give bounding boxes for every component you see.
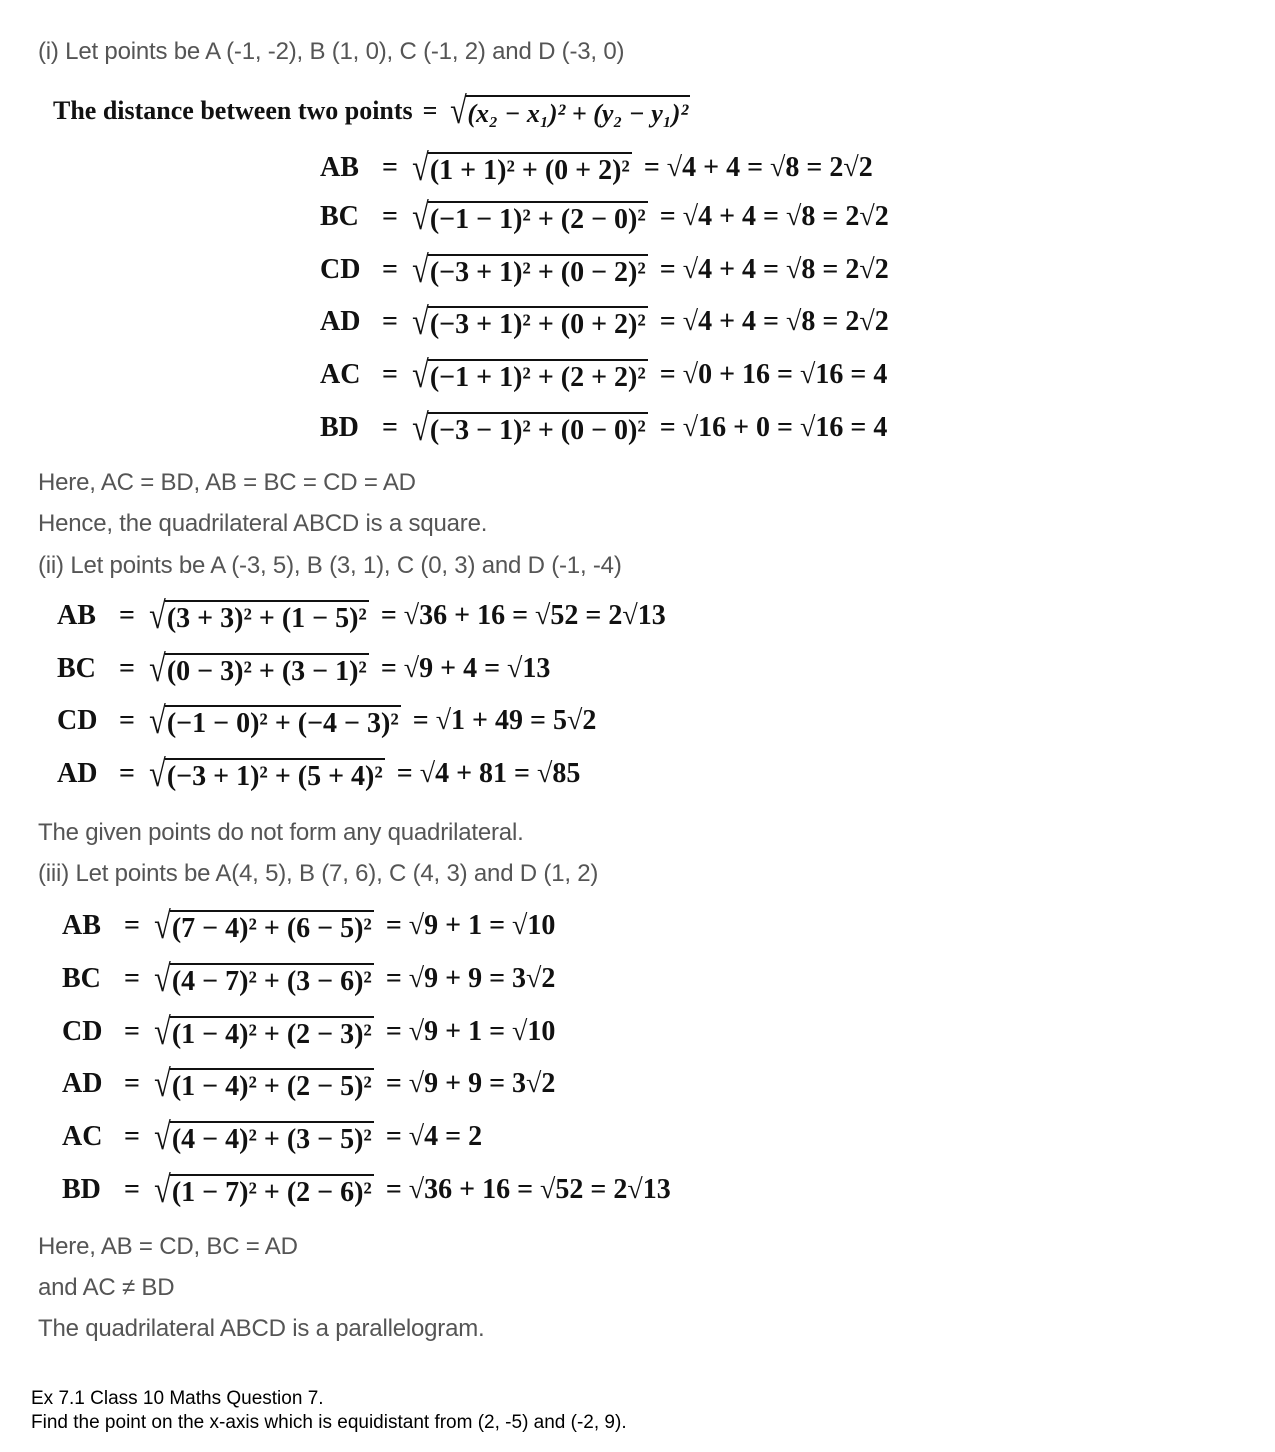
radicand: (1 − 4)² + (2 − 5)² — [170, 1068, 374, 1103]
radicand: (−3 − 1)² + (0 − 0)² — [428, 412, 648, 447]
part3-row-bc — [62, 959, 555, 999]
radicand: (1 − 4)² + (2 − 3)² — [170, 1016, 374, 1051]
radicand: (−3 + 1)² + (0 − 2)² — [428, 254, 648, 289]
part1-row-cd — [320, 250, 889, 290]
part3-row-bd — [62, 1170, 671, 1210]
part2-note1: The given points do not form any quadrilateral. — [38, 819, 524, 846]
formula-root: √ (x₂ − x₁)² + (y₂ − y₁)² — [449, 90, 689, 132]
part3-row-ac — [62, 1117, 482, 1157]
square-root: √ (−3 + 1)² + (0 + 2)² — [412, 301, 646, 343]
equals-sign: = — [119, 705, 135, 736]
radicand: (4 − 7)² + (3 − 6)² — [170, 963, 374, 998]
equals-sign: = — [119, 600, 135, 631]
equals-sign: = — [119, 758, 135, 789]
equals-sign: = — [124, 910, 140, 941]
segment-label: CD — [320, 254, 361, 285]
simplification: = √1 + 49 = 5√2 — [412, 705, 597, 736]
segment-label: AB — [57, 600, 96, 631]
radicand: (−1 − 1)² + (2 − 0)² — [428, 201, 648, 236]
radicand: (−1 − 0)² + (−4 − 3)² — [165, 705, 401, 740]
segment-label: AB — [320, 152, 359, 183]
equals-sign: = — [124, 1121, 140, 1152]
square-root: √ (−3 + 1)² + (5 + 4)² — [149, 753, 383, 795]
segment-label: AC — [320, 359, 361, 390]
radicand: (−3 + 1)² + (0 + 2)² — [428, 306, 648, 341]
equals-sign: = — [382, 306, 398, 337]
simplification: = √36 + 16 = √52 = 2√13 — [380, 600, 666, 631]
square-root: √ (7 − 4)² + (6 − 5)² — [154, 905, 372, 947]
simplification: = √4 + 4 = √8 = 2√2 — [659, 306, 889, 337]
segment-label: CD — [57, 705, 98, 736]
segment-label: BC — [57, 653, 96, 684]
equals-sign: = — [119, 653, 135, 684]
part1-note1: Here, AC = BD, AB = BC = CD = AD — [38, 469, 416, 496]
square-root: √ (3 + 3)² + (1 − 5)² — [149, 595, 367, 637]
simplification: = √9 + 4 = √13 — [380, 653, 551, 684]
simplification: = √4 + 4 = √8 = 2√2 — [659, 254, 889, 285]
equals-sign: = — [124, 1174, 140, 1205]
segment-label: BC — [320, 201, 359, 232]
square-root: √ (0 − 3)² + (3 − 1)² — [149, 648, 367, 690]
radicand: (4 − 4)² + (3 − 5)² — [170, 1121, 374, 1156]
part2-row-cd — [57, 701, 596, 741]
formula-label: The distance between two points — [53, 96, 413, 125]
simplification: = √36 + 16 = √52 = 2√13 — [385, 1174, 671, 1205]
part2-intro: (ii) Let points be A (-3, 5), B (3, 1), C (0, 3) and D (-1, -4) — [38, 552, 622, 579]
part3-intro: (iii) Let points be A(4, 5), B (7, 6), C (4, 3) and D (1, 2) — [38, 860, 599, 887]
equals-sign: = — [382, 201, 398, 232]
segment-label: BD — [62, 1174, 101, 1205]
square-root: √ (−1 + 1)² + (2 + 2)² — [412, 354, 646, 396]
segment-label: AB — [62, 910, 101, 941]
square-root: √ (1 − 4)² + (2 − 5)² — [154, 1063, 372, 1105]
segment-label: AD — [57, 758, 98, 789]
part1-row-ac — [320, 355, 887, 395]
square-root: √ (−3 + 1)² + (0 − 2)² — [412, 249, 646, 291]
square-root: √ (1 + 1)² + (0 + 2)² — [412, 147, 630, 189]
equals-sign: = — [124, 963, 140, 994]
part3-note1: Here, AB = CD, BC = AD — [38, 1233, 298, 1260]
segment-label: AC — [62, 1121, 103, 1152]
square-root: √ (1 − 7)² + (2 − 6)² — [154, 1169, 372, 1211]
segment-label: BC — [62, 963, 101, 994]
simplification: = √0 + 16 = √16 = 4 — [659, 359, 888, 390]
simplification: = √4 + 4 = √8 = 2√2 — [643, 152, 873, 183]
square-root: √ (4 − 4)² + (3 − 5)² — [154, 1116, 372, 1158]
square-root: √ (4 − 7)² + (3 − 6)² — [154, 958, 372, 1000]
formula-expr: (x₂ − x₁)² + (y₂ − y₁)² — [465, 95, 690, 130]
part2-row-ab — [57, 596, 666, 636]
equals-sign: = — [124, 1068, 140, 1099]
part3-row-cd — [62, 1012, 555, 1052]
segment-label: CD — [62, 1016, 103, 1047]
square-root: √ (−1 − 1)² + (2 − 0)² — [412, 196, 646, 238]
segment-label: AD — [62, 1068, 103, 1099]
radicand: (1 − 7)² + (2 − 6)² — [170, 1174, 374, 1209]
simplification: = √4 + 4 = √8 = 2√2 — [659, 201, 889, 232]
part3-note3: The quadrilateral ABCD is a parallelogram. — [38, 1315, 485, 1342]
square-root: √ (−3 − 1)² + (0 − 0)² — [412, 407, 646, 449]
simplification: = √9 + 9 = 3√2 — [385, 963, 556, 994]
segment-label: BD — [320, 412, 359, 443]
simplification: = √4 + 81 = √85 — [396, 758, 581, 789]
simplification: = √9 + 9 = 3√2 — [385, 1068, 556, 1099]
question-text: Find the point on the x-axis which is equidistant from (2, -5) and (-2, 9). — [31, 1412, 627, 1433]
square-root: √ (1 − 4)² + (2 − 3)² — [154, 1011, 372, 1053]
part1-note2: Hence, the quadrilateral ABCD is a square. — [38, 510, 488, 537]
question-title: Ex 7.1 Class 10 Maths Question 7. — [31, 1388, 324, 1409]
part1-intro: (i) Let points be A (-1, -2), B (1, 0), C (-1, 2) and D (-3, 0) — [38, 38, 625, 65]
radicand: (−3 + 1)² + (5 + 4)² — [165, 758, 385, 793]
radicand: (3 + 3)² + (1 − 5)² — [165, 600, 369, 635]
part1-row-ad — [320, 302, 889, 342]
part1-row-ab — [320, 148, 873, 188]
part1-row-bd — [320, 408, 887, 448]
part3-row-ab — [62, 906, 555, 946]
part3-row-ad — [62, 1064, 555, 1104]
segment-label: AD — [320, 306, 361, 337]
equals-sign: = — [124, 1016, 140, 1047]
equals-sign: = — [382, 152, 398, 183]
equals-sign: = — [382, 359, 398, 390]
radicand: (0 − 3)² + (3 − 1)² — [165, 653, 369, 688]
square-root: √ (−1 − 0)² + (−4 − 3)² — [149, 700, 399, 742]
distance-formula: The distance between two points = √ (x₂ − x₁)² + (y₂ − y₁)² — [53, 90, 689, 132]
simplification: = √4 = 2 — [385, 1121, 483, 1152]
part1-row-bc — [320, 197, 889, 237]
simplification: = √9 + 1 = √10 — [385, 910, 556, 941]
radicand: (7 − 4)² + (6 − 5)² — [170, 910, 374, 945]
part2-row-ad — [57, 754, 580, 794]
part2-row-bc — [57, 649, 550, 689]
simplification: = √16 + 0 = √16 = 4 — [659, 412, 888, 443]
equals-sign: = — [382, 254, 398, 285]
radicand: (−1 + 1)² + (2 + 2)² — [428, 359, 648, 394]
part3-note2: and AC ≠ BD — [38, 1274, 175, 1301]
radicand: (1 + 1)² + (0 + 2)² — [428, 152, 632, 187]
simplification: = √9 + 1 = √10 — [385, 1016, 556, 1047]
equals-sign: = — [382, 412, 398, 443]
